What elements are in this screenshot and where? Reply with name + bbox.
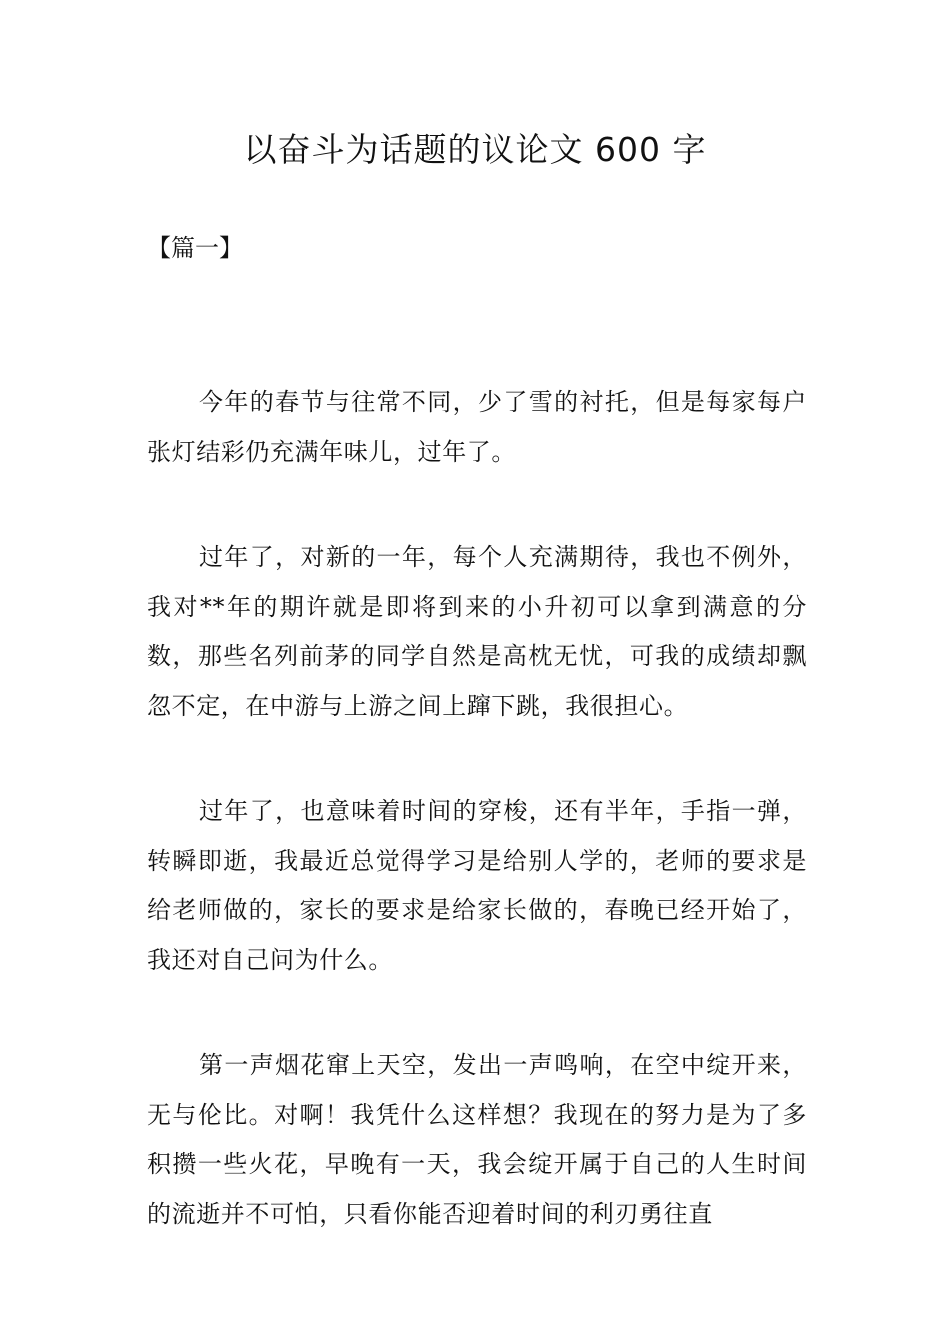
section-label: 【篇一】 <box>147 234 243 262</box>
paragraph: 过年了，也意味着时间的穿梭，还有半年，手指一弹，转瞬即逝，我最近总觉得学习是给别人学的，老师的要求是给老师做的，家长的要求是给家长做的，春晚已经开始了，我还对自己问为什么。 <box>147 797 807 974</box>
paragraph: 今年的春节与往常不同，少了雪的衬托，但是每家每户张灯结彩仍充满年味儿，过年了。 <box>147 388 807 466</box>
paragraph: 第一声烟花窜上天空，发出一声鸣响，在空中绽开来，无与伦比。对啊！我凭什么这样想？我现在的努力是为了多积攒一些火花，早晚有一天，我会绽开属于自己的人生时间的流逝并不可怕，只看你能否迎着时间的利刃勇往直 <box>147 1051 807 1228</box>
paragraph: 过年了，对新的一年，每个人充满期待，我也不例外，我对**年的期许就是即将到来的小升初可以拿到满意的分数，那些名列前茅的同学自然是高枕无忧，可我的成绩却飘忽不定，在中游与上游之间上蹿下跳，我很担心。 <box>147 543 807 720</box>
body-text <box>147 378 807 1295</box>
page-title: 以奋斗为话题的议论文 600 字 <box>243 130 707 169</box>
